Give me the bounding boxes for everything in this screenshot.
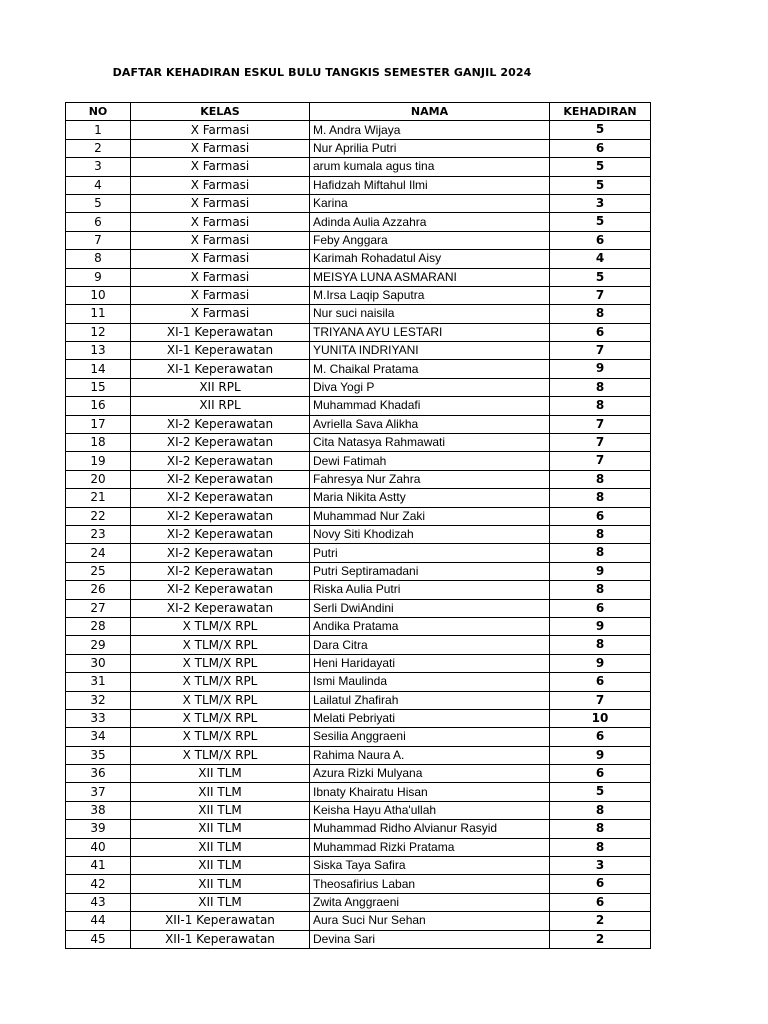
cell-nama: Melati Pebriyati — [310, 709, 550, 727]
cell-no: 41 — [66, 857, 131, 875]
cell-kehadiran: 2 — [550, 912, 651, 930]
table-row — [66, 599, 651, 617]
table-row — [66, 728, 651, 746]
cell-kelas: X Farmasi — [131, 213, 310, 231]
cell-no: 36 — [66, 765, 131, 783]
cell-kehadiran: 5 — [550, 176, 651, 194]
cell-kehadiran: 10 — [550, 709, 651, 727]
cell-nama: Riska Aulia Putri — [310, 581, 550, 599]
cell-kelas: XI-2 Keperawatan — [131, 415, 310, 433]
cell-no: 10 — [66, 286, 131, 304]
cell-nama: Nur suci naisila — [310, 305, 550, 323]
cell-no: 30 — [66, 654, 131, 672]
cell-nama: Cita Natasya Rahmawati — [310, 434, 550, 452]
cell-kelas: XII TLM — [131, 893, 310, 911]
cell-kelas: XI-2 Keperawatan — [131, 507, 310, 525]
cell-nama: Ismi Maulinda — [310, 673, 550, 691]
cell-kelas: X Farmasi — [131, 305, 310, 323]
cell-no: 11 — [66, 305, 131, 323]
cell-no: 32 — [66, 691, 131, 709]
cell-kehadiran: 4 — [550, 250, 651, 268]
cell-kehadiran: 3 — [550, 194, 651, 212]
cell-kelas: XI-1 Keperawatan — [131, 323, 310, 341]
cell-kelas: XI-2 Keperawatan — [131, 544, 310, 562]
cell-kelas: XI-1 Keperawatan — [131, 342, 310, 360]
cell-kehadiran: 7 — [550, 452, 651, 470]
cell-nama: Siska Taya Safira — [310, 857, 550, 875]
table-row — [66, 562, 651, 580]
cell-kelas: X TLM/X RPL — [131, 746, 310, 764]
cell-no: 14 — [66, 360, 131, 378]
cell-nama: Azura Rizki Mulyana — [310, 765, 550, 783]
cell-kelas: XII TLM — [131, 875, 310, 893]
table-row — [66, 378, 651, 396]
cell-no: 2 — [66, 139, 131, 157]
cell-nama: Avriella Sava Alikha — [310, 415, 550, 433]
cell-no: 12 — [66, 323, 131, 341]
cell-nama: Devina Sari — [310, 930, 550, 948]
cell-kelas: X Farmasi — [131, 286, 310, 304]
header-nama: NAMA — [310, 103, 550, 121]
cell-kehadiran: 7 — [550, 691, 651, 709]
cell-kelas: X Farmasi — [131, 176, 310, 194]
cell-no: 19 — [66, 452, 131, 470]
cell-no: 33 — [66, 709, 131, 727]
table-row — [66, 323, 651, 341]
cell-nama: M. Chaikal Pratama — [310, 360, 550, 378]
cell-no: 6 — [66, 213, 131, 231]
table-row — [66, 158, 651, 176]
cell-kehadiran: 6 — [550, 507, 651, 525]
table-row — [66, 893, 651, 911]
page-title: DAFTAR KEHADIRAN ESKUL BULU TANGKIS SEMESTER GANJIL 2024 — [112, 66, 532, 79]
cell-kelas: XII RPL — [131, 378, 310, 396]
table-row — [66, 489, 651, 507]
cell-nama: Ibnaty Khairatu Hisan — [310, 783, 550, 801]
cell-nama: MEISYA LUNA ASMARANI — [310, 268, 550, 286]
cell-kelas: X Farmasi — [131, 158, 310, 176]
cell-nama: Hafidzah Miftahul Ilmi — [310, 176, 550, 194]
table-row — [66, 930, 651, 948]
cell-nama: Zwita Anggraeni — [310, 893, 550, 911]
cell-nama: Muhammad Ridho Alvianur Rasyid — [310, 820, 550, 838]
cell-kehadiran: 7 — [550, 286, 651, 304]
cell-no: 18 — [66, 434, 131, 452]
cell-kehadiran: 8 — [550, 305, 651, 323]
table-row — [66, 801, 651, 819]
cell-kelas: XII TLM — [131, 765, 310, 783]
cell-kehadiran: 8 — [550, 838, 651, 856]
table-row — [66, 305, 651, 323]
table-row — [66, 415, 651, 433]
cell-kelas: X TLM/X RPL — [131, 673, 310, 691]
cell-kehadiran: 5 — [550, 121, 651, 139]
cell-kelas: X Farmasi — [131, 194, 310, 212]
table-row — [66, 636, 651, 654]
table-row — [66, 268, 651, 286]
cell-no: 15 — [66, 378, 131, 396]
table-row — [66, 912, 651, 930]
cell-nama: Nur Aprilia Putri — [310, 139, 550, 157]
table-body — [66, 121, 651, 949]
cell-nama: M. Andra Wijaya — [310, 121, 550, 139]
table-row — [66, 470, 651, 488]
cell-no: 22 — [66, 507, 131, 525]
cell-kelas: XII TLM — [131, 820, 310, 838]
cell-nama: Karina — [310, 194, 550, 212]
cell-kehadiran: 5 — [550, 268, 651, 286]
cell-kelas: XI-2 Keperawatan — [131, 470, 310, 488]
cell-kehadiran: 2 — [550, 930, 651, 948]
cell-no: 16 — [66, 397, 131, 415]
cell-no: 42 — [66, 875, 131, 893]
cell-kehadiran: 8 — [550, 544, 651, 562]
table-row — [66, 507, 651, 525]
table-row — [66, 213, 651, 231]
cell-no: 21 — [66, 489, 131, 507]
cell-no: 43 — [66, 893, 131, 911]
cell-nama: Keisha Hayu Atha'ullah — [310, 801, 550, 819]
cell-nama: Adinda Aulia Azzahra — [310, 213, 550, 231]
cell-kelas: X Farmasi — [131, 231, 310, 249]
table-row — [66, 746, 651, 764]
cell-kelas: X Farmasi — [131, 250, 310, 268]
cell-kelas: XII TLM — [131, 801, 310, 819]
table-row — [66, 857, 651, 875]
header-kelas: KELAS — [131, 103, 310, 121]
cell-no: 7 — [66, 231, 131, 249]
cell-nama: Heni Haridayati — [310, 654, 550, 672]
cell-kelas: XI-2 Keperawatan — [131, 489, 310, 507]
cell-no: 20 — [66, 470, 131, 488]
table-row — [66, 820, 651, 838]
cell-kelas: XI-2 Keperawatan — [131, 599, 310, 617]
table-row — [66, 231, 651, 249]
cell-nama: YUNITA INDRIYANI — [310, 342, 550, 360]
cell-kehadiran: 7 — [550, 342, 651, 360]
cell-nama: Serli DwiAndini — [310, 599, 550, 617]
cell-kehadiran: 5 — [550, 158, 651, 176]
cell-kelas: XI-2 Keperawatan — [131, 525, 310, 543]
cell-nama: Feby Anggara — [310, 231, 550, 249]
header-row — [66, 103, 651, 121]
cell-nama: TRIYANA AYU LESTARI — [310, 323, 550, 341]
cell-kehadiran: 6 — [550, 231, 651, 249]
cell-nama: Andika Pratama — [310, 617, 550, 635]
cell-kehadiran: 5 — [550, 783, 651, 801]
cell-kelas: XI-2 Keperawatan — [131, 452, 310, 470]
table-row — [66, 581, 651, 599]
cell-kehadiran: 9 — [550, 746, 651, 764]
cell-kehadiran: 9 — [550, 360, 651, 378]
cell-kelas: X Farmasi — [131, 139, 310, 157]
cell-no: 31 — [66, 673, 131, 691]
cell-kehadiran: 8 — [550, 820, 651, 838]
cell-nama: Maria Nikita Astty — [310, 489, 550, 507]
cell-no: 24 — [66, 544, 131, 562]
table-row — [66, 544, 651, 562]
cell-kehadiran: 6 — [550, 728, 651, 746]
cell-kehadiran: 8 — [550, 636, 651, 654]
cell-kelas: XI-1 Keperawatan — [131, 360, 310, 378]
table-row — [66, 838, 651, 856]
cell-kehadiran: 6 — [550, 765, 651, 783]
cell-kelas: XI-2 Keperawatan — [131, 581, 310, 599]
cell-kehadiran: 9 — [550, 617, 651, 635]
table-row — [66, 250, 651, 268]
cell-kehadiran: 6 — [550, 875, 651, 893]
cell-nama: Rahima Naura A. — [310, 746, 550, 764]
table-row — [66, 139, 651, 157]
table-row — [66, 360, 651, 378]
cell-kelas: XII-1 Keperawatan — [131, 930, 310, 948]
cell-no: 34 — [66, 728, 131, 746]
cell-nama: Putri — [310, 544, 550, 562]
cell-no: 26 — [66, 581, 131, 599]
table-header — [66, 103, 651, 121]
table-row — [66, 875, 651, 893]
cell-no: 44 — [66, 912, 131, 930]
cell-nama: Aura Suci Nur Sehan — [310, 912, 550, 930]
cell-nama: Dara Citra — [310, 636, 550, 654]
cell-no: 38 — [66, 801, 131, 819]
table-row — [66, 673, 651, 691]
cell-no: 3 — [66, 158, 131, 176]
cell-kehadiran: 3 — [550, 857, 651, 875]
cell-kelas: X TLM/X RPL — [131, 654, 310, 672]
cell-no: 1 — [66, 121, 131, 139]
table-row — [66, 452, 651, 470]
cell-no: 28 — [66, 617, 131, 635]
cell-kehadiran: 8 — [550, 470, 651, 488]
cell-no: 39 — [66, 820, 131, 838]
cell-nama: Putri Septiramadani — [310, 562, 550, 580]
header-kehadiran: KEHADIRAN — [550, 103, 651, 121]
cell-nama: Muhammad Rizki Pratama — [310, 838, 550, 856]
cell-no: 45 — [66, 930, 131, 948]
cell-no: 9 — [66, 268, 131, 286]
cell-nama: arum kumala agus tina — [310, 158, 550, 176]
cell-no: 8 — [66, 250, 131, 268]
cell-kelas: XI-2 Keperawatan — [131, 562, 310, 580]
cell-no: 25 — [66, 562, 131, 580]
cell-no: 13 — [66, 342, 131, 360]
cell-kehadiran: 6 — [550, 139, 651, 157]
cell-kehadiran: 6 — [550, 599, 651, 617]
cell-kehadiran: 7 — [550, 415, 651, 433]
table-row — [66, 709, 651, 727]
cell-no: 27 — [66, 599, 131, 617]
cell-kelas: XII RPL — [131, 397, 310, 415]
cell-no: 37 — [66, 783, 131, 801]
cell-kehadiran: 7 — [550, 434, 651, 452]
table-row — [66, 121, 651, 139]
cell-nama: Fahresya Nur Zahra — [310, 470, 550, 488]
table-row — [66, 765, 651, 783]
cell-kehadiran: 6 — [550, 893, 651, 911]
table-row — [66, 617, 651, 635]
header-no: NO — [66, 103, 131, 121]
cell-nama: Muhammad Khadafi — [310, 397, 550, 415]
cell-nama: Karimah Rohadatul Aisy — [310, 250, 550, 268]
cell-nama: Theosafirius Laban — [310, 875, 550, 893]
cell-nama: Sesilia Anggraeni — [310, 728, 550, 746]
table-row — [66, 654, 651, 672]
cell-no: 17 — [66, 415, 131, 433]
cell-kelas: XII TLM — [131, 838, 310, 856]
cell-kelas: X TLM/X RPL — [131, 709, 310, 727]
cell-kehadiran: 8 — [550, 581, 651, 599]
cell-kehadiran: 6 — [550, 673, 651, 691]
table-row — [66, 194, 651, 212]
cell-nama: Dewi Fatimah — [310, 452, 550, 470]
cell-kelas: X TLM/X RPL — [131, 691, 310, 709]
attendance-table — [65, 102, 651, 949]
table-row — [66, 397, 651, 415]
table-row — [66, 342, 651, 360]
cell-kehadiran: 8 — [550, 801, 651, 819]
cell-kehadiran: 5 — [550, 213, 651, 231]
table-row — [66, 176, 651, 194]
table-row — [66, 286, 651, 304]
cell-no: 40 — [66, 838, 131, 856]
cell-kelas: X Farmasi — [131, 268, 310, 286]
cell-no: 5 — [66, 194, 131, 212]
cell-kelas: X Farmasi — [131, 121, 310, 139]
cell-no: 4 — [66, 176, 131, 194]
cell-kehadiran: 9 — [550, 562, 651, 580]
cell-kelas: XI-2 Keperawatan — [131, 434, 310, 452]
cell-nama: Lailatul Zhafirah — [310, 691, 550, 709]
table-row — [66, 434, 651, 452]
cell-kehadiran: 9 — [550, 654, 651, 672]
cell-no: 23 — [66, 525, 131, 543]
cell-kehadiran: 8 — [550, 489, 651, 507]
table-row — [66, 783, 651, 801]
cell-no: 29 — [66, 636, 131, 654]
cell-no: 35 — [66, 746, 131, 764]
cell-kelas: X TLM/X RPL — [131, 728, 310, 746]
cell-kehadiran: 8 — [550, 378, 651, 396]
cell-kehadiran: 6 — [550, 323, 651, 341]
cell-kehadiran: 8 — [550, 397, 651, 415]
cell-kelas: XII TLM — [131, 857, 310, 875]
table-row — [66, 525, 651, 543]
cell-kelas: X TLM/X RPL — [131, 636, 310, 654]
cell-kelas: X TLM/X RPL — [131, 617, 310, 635]
cell-kelas: XII TLM — [131, 783, 310, 801]
cell-nama: Diva Yogi P — [310, 378, 550, 396]
cell-nama: M.Irsa Laqip Saputra — [310, 286, 550, 304]
cell-kehadiran: 8 — [550, 525, 651, 543]
cell-nama: Muhammad Nur Zaki — [310, 507, 550, 525]
cell-nama: Novy Siti Khodizah — [310, 525, 550, 543]
cell-kelas: XII-1 Keperawatan — [131, 912, 310, 930]
table-row — [66, 691, 651, 709]
